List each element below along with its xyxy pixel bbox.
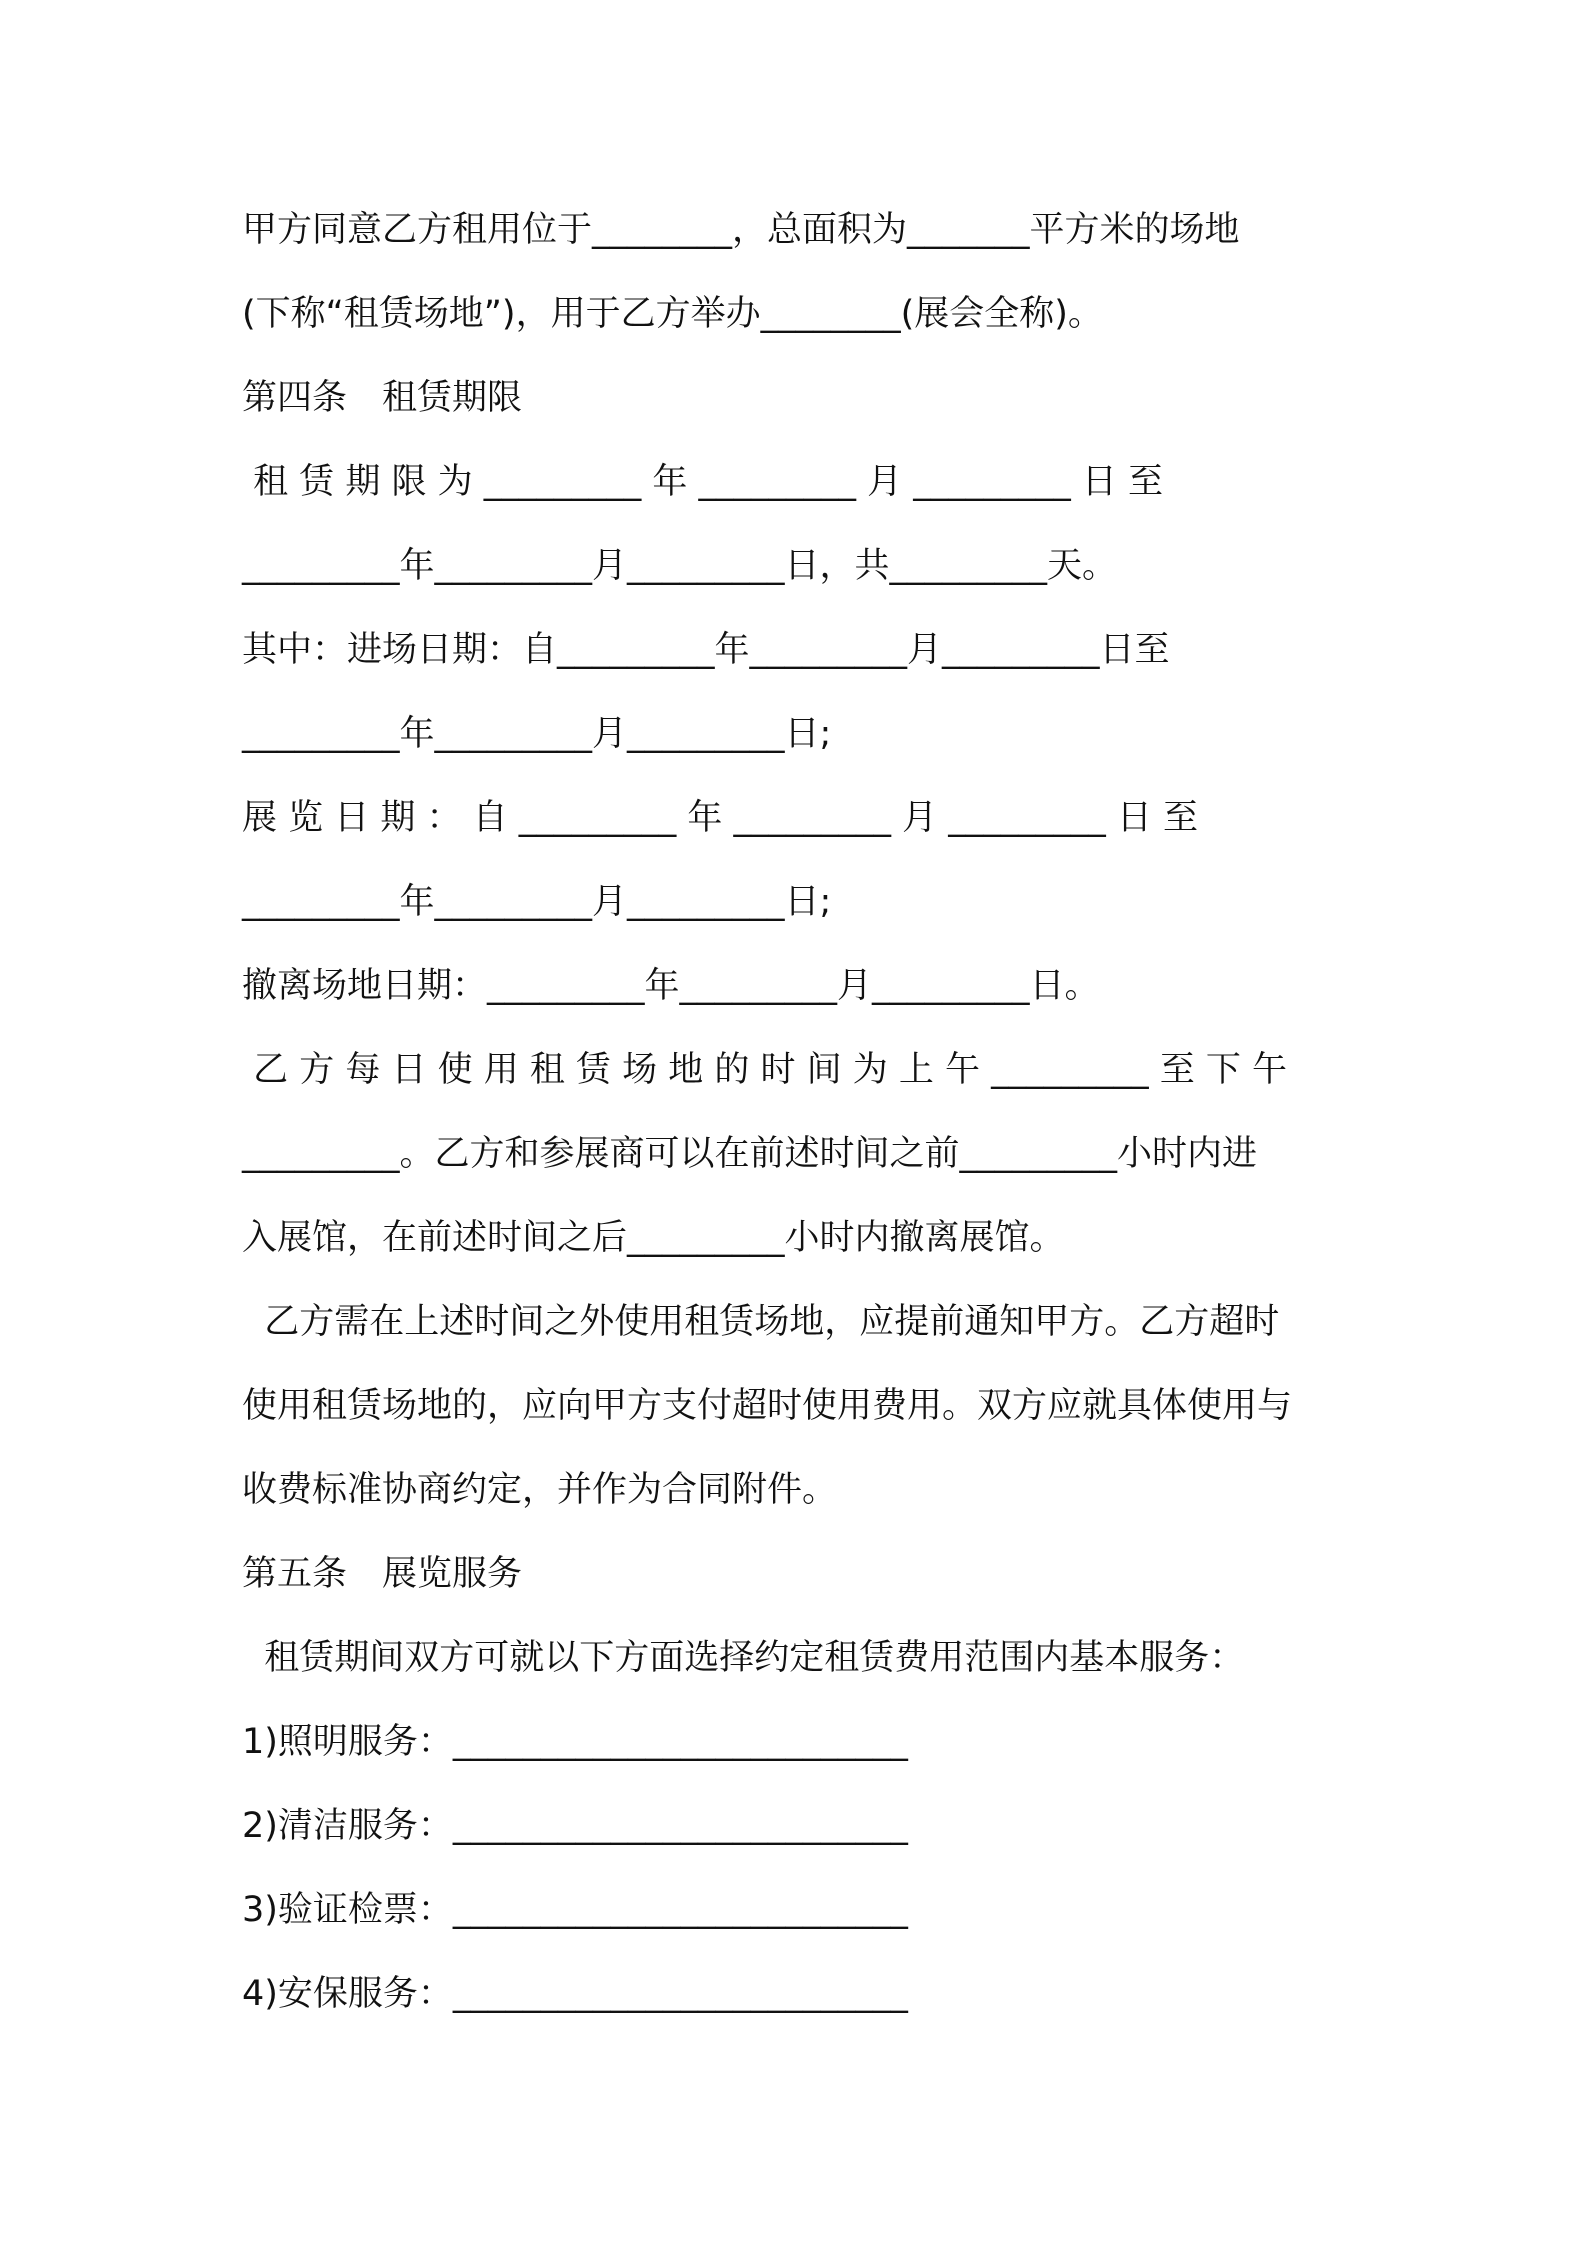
heading-article-4: 第四条 租赁期限 — [242, 378, 523, 418]
service-cleaning: 2)清洁服务：__________________________ — [242, 1806, 908, 1846]
lease-term-line-1: 租 赁 期 限 为 _________ 年 _________ 月 _________ 日 至 — [242, 462, 1164, 502]
daily-usage-line-2: _________。乙方和参展商可以在前述时间之前_________小时内进 — [242, 1134, 1258, 1174]
overtime-line-1: 乙方需在上述时间之外使用租赁场地，应提前通知甲方。乙方超时 — [242, 1302, 1280, 1342]
heading-article-5: 第五条 展览服务 — [242, 1554, 523, 1594]
overtime-line-2: 使用租赁场地的，应向甲方支付超时使用费用。双方应就具体使用与 — [242, 1386, 1293, 1426]
services-intro: 租赁期间双方可就以下方面选择约定租赁费用范围内基本服务： — [242, 1638, 1245, 1678]
paragraph-venue-location: 甲方同意乙方租用位于________，总面积为_______平方米的场地 — [242, 210, 1240, 250]
service-security: 4)安保服务：__________________________ — [242, 1974, 908, 2014]
lease-term-line-2: _________年_________月_________日，共_________天。 — [242, 546, 1118, 586]
exhibition-date-line-1: 展 览 日 期 ： 自 _________ 年 _________ 月 _________ 日 至 — [242, 798, 1199, 838]
overtime-line-3: 收费标准协商约定，并作为合同附件。 — [242, 1470, 838, 1510]
service-lighting: 1)照明服务：__________________________ — [242, 1722, 908, 1762]
exhibition-date-line-2: _________年_________月_________日; — [242, 882, 832, 922]
move-out-date-line: 撤离场地日期：_________年_________月_________日。 — [242, 966, 1100, 1006]
daily-usage-line-3: 入展馆，在前述时间之后_________小时内撤离展馆。 — [242, 1218, 1065, 1258]
daily-usage-line-1: 乙 方 每 日 使 用 租 赁 场 地 的 时 间 为 上 午 _________ 至 下 午 — [242, 1050, 1288, 1090]
service-ticket-check: 3)验证检票：__________________________ — [242, 1890, 908, 1930]
paragraph-venue-purpose: (下称“租赁场地”)，用于乙方举办________(展会全称)。 — [242, 294, 1103, 334]
move-in-date-line-1: 其中：进场日期：自_________年_________月_________日至 — [242, 630, 1170, 670]
move-in-date-line-2: _________年_________月_________日; — [242, 714, 832, 754]
